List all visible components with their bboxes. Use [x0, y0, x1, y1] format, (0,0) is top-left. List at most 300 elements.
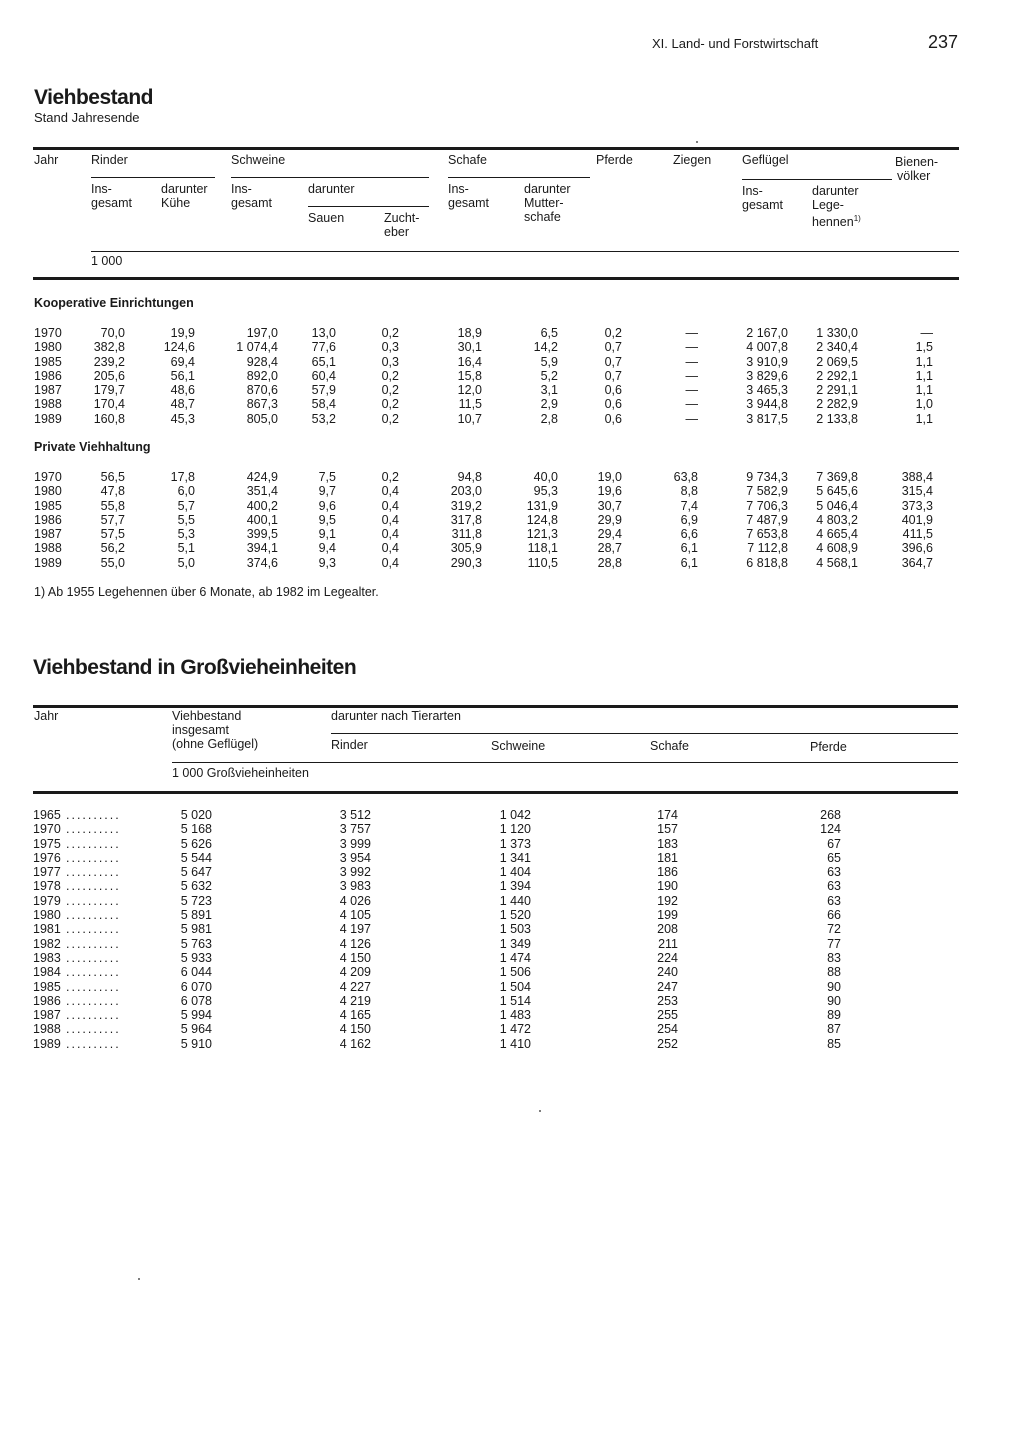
col-gefluegel: Geflügel — [742, 153, 789, 167]
col-bienen-1: Bienen- — [895, 155, 939, 169]
cell-legehennen: 2 292,1 — [816, 368, 858, 383]
cell-legehennen: 1 330,0 — [816, 326, 858, 340]
cell-schafe: 12,0 — [457, 383, 482, 398]
cell-rinder: 57,7 — [100, 512, 125, 527]
cell-pferde: 268 — [820, 808, 841, 822]
col-zuchteber-2: eber — [384, 225, 410, 239]
cell-sauen: 9,4 — [318, 541, 336, 556]
col-schweine: Schweine — [231, 153, 286, 167]
table-row — [0, 383, 1024, 397]
cell-kuehe: 48,7 — [170, 397, 195, 412]
cell-pferde: 0,6 — [604, 411, 622, 426]
cell-zuchteber: 0,3 — [381, 354, 399, 369]
cell-jahr: 1989 — [34, 555, 62, 570]
cell-schweine: 1 404 — [499, 865, 531, 880]
cell-insgesamt: 5 910 — [180, 1036, 212, 1051]
cell-schafe: 247 — [657, 979, 678, 994]
cell-insgesamt: 5 964 — [180, 1022, 212, 1037]
cell-schafe: 211 — [658, 936, 678, 951]
table-row — [0, 865, 1024, 879]
gve-col-schafe: Schafe — [650, 739, 689, 753]
section-label-kooperative: Kooperative Einrichtungen — [34, 296, 194, 310]
cell-legehennen: 4 608,9 — [816, 541, 858, 556]
cell-ziegen: — — [685, 368, 698, 383]
cell-insgesamt: 5 933 — [180, 950, 212, 965]
table-row — [0, 484, 1024, 498]
cell-pferde: 0,6 — [604, 397, 622, 412]
table-row — [0, 397, 1024, 411]
cell-mutterschafe: 121,3 — [526, 527, 558, 542]
cell-sauen: 53,2 — [311, 411, 336, 426]
cell-bienen: 411,5 — [902, 527, 933, 542]
cell-pferde: 63 — [827, 879, 841, 894]
cell-schafe: 183 — [657, 836, 678, 851]
col-ziegen: Ziegen — [673, 153, 712, 167]
cell-kuehe: 17,8 — [170, 470, 195, 484]
cell-sauen: 13,0 — [311, 326, 336, 340]
cell-pferde: 0,7 — [604, 340, 622, 355]
cell-jahr: 1987 — [34, 383, 62, 398]
table-row — [0, 851, 1024, 865]
gve-col-jahr: Jahr — [34, 709, 59, 723]
cell-zuchteber: 0,2 — [381, 397, 399, 412]
cell-gefluegel: 7 112,8 — [747, 541, 788, 556]
table-row — [0, 1037, 1024, 1051]
cell-zuchteber: 0,2 — [381, 383, 399, 398]
cell-rinder: 4 150 — [339, 1022, 371, 1037]
cell-schafe: 30,1 — [457, 340, 482, 355]
cell-schafe: 16,4 — [457, 354, 482, 369]
table-row — [0, 527, 1024, 541]
cell-gefluegel: 7 487,9 — [746, 512, 788, 527]
cell-schafe: 311,8 — [451, 527, 482, 542]
cell-schafe: 199 — [657, 908, 678, 923]
table-row — [0, 499, 1024, 513]
cell-schafe: 317,8 — [450, 512, 482, 527]
cell-sauen: 9,3 — [318, 555, 336, 570]
cell-rinder: 4 105 — [339, 908, 371, 923]
cell-schweine: 1 120 — [499, 822, 531, 837]
page-number: 237 — [928, 32, 959, 52]
running-header: XI. Land- und Forstwirtschaft — [652, 36, 819, 51]
cell-rinder: 4 219 — [339, 993, 371, 1008]
cell-mutterschafe: 110,5 — [527, 555, 558, 570]
cell-rinder: 170,4 — [93, 397, 125, 412]
cell-schafe: 208 — [657, 922, 678, 937]
cell-jahr: 1983 — [33, 950, 61, 965]
cell-insgesamt: 5 994 — [180, 1008, 212, 1023]
cell-pferde: 67 — [827, 836, 841, 851]
schafe-subrule — [448, 177, 590, 178]
cell-pferde: 90 — [827, 979, 841, 994]
table1-header-bottom-rule — [33, 277, 959, 280]
cell-pferde: 85 — [827, 1036, 841, 1051]
leader-dots: .......... — [66, 893, 121, 908]
scan-speck — [696, 141, 698, 143]
cell-zuchteber: 0,2 — [381, 411, 399, 426]
cell-jahr: 1984 — [33, 965, 61, 980]
cell-schweine: 1 042 — [499, 808, 531, 822]
gve-col-schweine: Schweine — [491, 739, 546, 753]
cell-schafe: 305,9 — [450, 541, 482, 556]
cell-schafe: 11,5 — [458, 397, 482, 412]
cell-ziegen: 6,1 — [680, 541, 698, 556]
gefluegel-subrule — [742, 179, 892, 180]
col-mutterschafe-2: schafe — [524, 210, 561, 224]
cell-jahr: 1987 — [34, 527, 62, 542]
cell-legehennen: 5 046,4 — [816, 498, 858, 513]
cell-legehennen: 7 369,8 — [816, 470, 858, 484]
cell-schweine: 399,5 — [246, 527, 278, 542]
cell-jahr: 1970 — [34, 326, 62, 340]
cell-mutterschafe: 40,0 — [533, 470, 558, 484]
cell-kuehe: 19,9 — [170, 326, 195, 340]
cell-insgesamt: 6 044 — [180, 965, 212, 980]
leader-dots: .......... — [66, 993, 121, 1008]
cell-insgesamt: 5 647 — [180, 865, 212, 880]
cell-pferde: 72 — [827, 922, 841, 937]
cell-gefluegel: 9 734,3 — [746, 470, 788, 484]
cell-jahr: 1976 — [33, 850, 61, 865]
table-row — [0, 556, 1024, 570]
cell-jahr: 1977 — [33, 865, 61, 880]
leader-dots: .......... — [66, 936, 121, 951]
col-zuchteber-1: Zucht- — [384, 211, 420, 225]
leader-dots: .......... — [66, 965, 121, 980]
cell-pferde: 66 — [827, 908, 841, 923]
col-legehennen-2: hennen$^{1)}$ — [812, 214, 861, 230]
cell-schweine: 1 349 — [499, 936, 531, 951]
leader-dots: .......... — [66, 865, 121, 880]
cell-jahr: 1989 — [34, 411, 62, 426]
col-sauen: Sauen — [308, 211, 345, 225]
cell-kuehe: 45,3 — [170, 411, 195, 426]
cell-schafe: 253 — [657, 993, 678, 1008]
gve-col-darunter: darunter nach Tierarten — [331, 709, 461, 723]
cell-ziegen: — — [685, 354, 698, 369]
cell-pferde: 29,9 — [597, 512, 622, 527]
cell-jahr: 1985 — [34, 354, 62, 369]
rinder-ins-1: Ins- — [91, 182, 112, 196]
cell-schweine: 1 503 — [499, 922, 531, 937]
cell-pferde: 0,2 — [604, 326, 622, 340]
cell-jahr: 1988 — [34, 541, 62, 556]
gve-col-insgesamt-1: Viehbestand — [172, 709, 242, 723]
leader-dots: .......... — [66, 850, 121, 865]
leader-dots: .......... — [66, 1036, 121, 1051]
cell-rinder: 55,0 — [100, 555, 125, 570]
schafe-ins-1: Ins- — [448, 182, 469, 196]
gve-col-rinder: Rinder — [331, 738, 368, 752]
table1-subtitle: Stand Jahresende — [34, 110, 140, 125]
scan-speck — [138, 1278, 140, 1280]
cell-pferde: 77 — [827, 936, 841, 951]
cell-insgesamt: 5 168 — [180, 822, 212, 837]
cell-legehennen: 4 665,4 — [816, 527, 858, 542]
cell-zuchteber: 0,4 — [381, 498, 399, 513]
cell-kuehe: 5,5 — [177, 512, 195, 527]
cell-schafe: 254 — [657, 1022, 678, 1037]
table-row — [0, 922, 1024, 936]
schweine-darunter: darunter — [308, 182, 355, 196]
cell-kuehe: 124,6 — [163, 340, 195, 355]
cell-mutterschafe: 6,5 — [540, 326, 558, 340]
cell-zuchteber: 0,2 — [381, 368, 399, 383]
cell-schweine: 400,2 — [246, 498, 278, 513]
cell-legehennen: 2 133,8 — [816, 411, 858, 426]
cell-insgesamt: 5 544 — [180, 850, 212, 865]
footnote-marker: 1) — [853, 214, 861, 223]
cell-schafe: 94,8 — [457, 470, 482, 484]
cell-gefluegel: 3 829,6 — [746, 368, 788, 383]
cell-insgesamt: 6 078 — [180, 993, 212, 1008]
leader-dots: .......... — [66, 879, 121, 894]
cell-jahr: 1981 — [33, 922, 61, 937]
leader-dots: .......... — [66, 1008, 121, 1023]
cell-zuchteber: 0,4 — [381, 484, 399, 499]
cell-pferde: 63 — [827, 865, 841, 880]
cell-schweine: 1 074,4 — [236, 340, 278, 355]
cell-pferde: 29,4 — [597, 527, 622, 542]
cell-schweine: 394,1 — [246, 541, 278, 556]
cell-bienen: 401,9 — [901, 512, 933, 527]
cell-schweine: 1 520 — [499, 908, 531, 923]
cell-schweine: 1 474 — [499, 950, 531, 965]
leader-dots: .......... — [66, 1022, 121, 1037]
leader-dots: .......... — [66, 922, 121, 937]
cell-ziegen: 6,9 — [680, 512, 698, 527]
cell-gefluegel: 7 706,3 — [746, 498, 788, 513]
cell-schweine: 867,3 — [246, 397, 278, 412]
cell-schafe: 10,7 — [457, 411, 482, 426]
cell-gefluegel: 3 944,8 — [746, 397, 788, 412]
cell-pferde: 28,8 — [597, 555, 622, 570]
cell-jahr: 1987 — [33, 1008, 61, 1023]
cell-sauen: 9,7 — [318, 484, 336, 499]
cell-schweine: 400,1 — [246, 512, 278, 527]
cell-legehennen: 2 340,4 — [816, 340, 858, 355]
cell-rinder: 3 999 — [339, 836, 371, 851]
cell-zuchteber: 0,4 — [381, 512, 399, 527]
cell-kuehe: 5,3 — [177, 527, 195, 542]
cell-rinder: 3 983 — [339, 879, 371, 894]
cell-sauen: 9,6 — [318, 498, 336, 513]
cell-schafe: 203,0 — [450, 484, 482, 499]
schweine-ins-1: Ins- — [231, 182, 252, 196]
cell-insgesamt: 5 981 — [180, 922, 212, 937]
cell-gefluegel: 3 910,9 — [746, 354, 788, 369]
table-row — [0, 808, 1024, 822]
table-row — [0, 951, 1024, 965]
leader-dots: .......... — [66, 836, 121, 851]
cell-pferde: 19,0 — [597, 470, 622, 484]
gefluegel-ins-1: Ins- — [742, 184, 763, 198]
cell-kuehe: 69,4 — [170, 354, 195, 369]
table1-footnote: 1) Ab 1955 Legehennen über 6 Monate, ab 1982 im Legealter. — [34, 585, 379, 599]
col-rinder: Rinder — [91, 153, 128, 167]
cell-rinder: 205,6 — [93, 368, 125, 383]
cell-pferde: 30,7 — [597, 498, 622, 513]
cell-pferde: 124 — [820, 822, 841, 837]
table-row — [0, 513, 1024, 527]
rinder-darunter: darunter — [161, 182, 208, 196]
cell-ziegen: — — [685, 397, 698, 412]
cell-ziegen: 6,6 — [680, 527, 698, 542]
cell-bienen: 396,6 — [901, 541, 933, 556]
col-kuehe: Kühe — [161, 196, 191, 210]
table-row — [0, 822, 1024, 836]
cell-schafe: 290,3 — [450, 555, 482, 570]
cell-rinder: 160,8 — [93, 411, 125, 426]
cell-kuehe: 5,0 — [177, 555, 195, 570]
cell-schweine: 1 514 — [499, 993, 531, 1008]
cell-bienen: 1,0 — [915, 397, 933, 412]
cell-bienen: 373,3 — [901, 498, 933, 513]
cell-jahr: 1986 — [33, 993, 61, 1008]
cell-schafe: 186 — [657, 865, 678, 880]
cell-kuehe: 48,6 — [170, 383, 195, 398]
table-row — [0, 340, 1024, 354]
cell-jahr: 1970 — [34, 470, 62, 484]
cell-schafe: 157 — [657, 822, 678, 837]
cell-insgesamt: 5 723 — [180, 893, 212, 908]
table-row — [0, 837, 1024, 851]
leader-dots: .......... — [66, 979, 121, 994]
cell-zuchteber: 0,4 — [381, 541, 399, 556]
section-label-private: Private Viehhaltung — [34, 440, 151, 454]
cell-schweine: 1 483 — [499, 1008, 531, 1023]
cell-kuehe: 5,1 — [177, 541, 195, 556]
cell-gefluegel: 6 818,8 — [746, 555, 788, 570]
cell-ziegen: 8,8 — [680, 484, 698, 499]
col-jahr: Jahr — [34, 153, 59, 167]
table1-title: Viehbestand — [34, 86, 153, 109]
cell-zuchteber: 0,4 — [381, 555, 399, 570]
cell-pferde: 19,6 — [597, 484, 622, 499]
cell-rinder: 4 026 — [339, 893, 371, 908]
cell-schafe: 174 — [657, 808, 678, 822]
table-row — [0, 937, 1024, 951]
cell-rinder: 4 150 — [339, 950, 371, 965]
cell-bienen: 388,4 — [901, 470, 933, 484]
cell-rinder: 55,8 — [100, 498, 125, 513]
cell-schweine: 1 373 — [499, 836, 531, 851]
cell-insgesamt: 5 020 — [180, 808, 212, 822]
cell-ziegen: 6,1 — [680, 555, 698, 570]
table-row — [0, 1008, 1024, 1022]
cell-kuehe: 5,7 — [177, 498, 195, 513]
cell-bienen: 1,5 — [915, 340, 933, 355]
cell-bienen: 1,1 — [915, 383, 933, 398]
cell-zuchteber: 0,2 — [381, 470, 399, 484]
leader-dots: .......... — [66, 950, 121, 965]
cell-schafe: 18,9 — [457, 326, 482, 340]
cell-ziegen: 7,4 — [680, 498, 698, 513]
cell-bienen: 315,4 — [901, 484, 933, 499]
cell-schweine: 1 504 — [499, 979, 531, 994]
cell-schafe: 252 — [657, 1036, 678, 1051]
cell-jahr: 1982 — [33, 936, 61, 951]
rinder-ins-2: gesamt — [91, 196, 132, 210]
cell-zuchteber: 0,3 — [381, 340, 399, 355]
schweine-subrule — [231, 177, 429, 178]
cell-rinder: 47,8 — [100, 484, 125, 499]
schafe-ins-2: gesamt — [448, 196, 489, 210]
gefluegel-darunter: darunter — [812, 184, 859, 198]
rinder-subrule — [91, 177, 215, 178]
cell-mutterschafe: 5,2 — [540, 368, 558, 383]
cell-bienen: — — [920, 326, 933, 340]
cell-jahr: 1965 — [33, 808, 61, 822]
schweine-ins-2: gesamt — [231, 196, 272, 210]
cell-pferde: 63 — [827, 893, 841, 908]
cell-jahr: 1985 — [33, 979, 61, 994]
cell-rinder: 3 757 — [339, 822, 371, 837]
cell-pferde: 83 — [827, 950, 841, 965]
cell-mutterschafe: 14,2 — [533, 340, 558, 355]
cell-gefluegel: 7 653,8 — [746, 527, 788, 542]
col-schafe: Schafe — [448, 153, 487, 167]
cell-jahr: 1980 — [34, 484, 62, 499]
cell-schweine: 424,9 — [246, 470, 278, 484]
table-row — [0, 1022, 1024, 1036]
unit-rule — [91, 251, 959, 252]
cell-schweine: 870,6 — [246, 383, 278, 398]
table-row — [0, 908, 1024, 922]
cell-pferde: 87 — [827, 1022, 841, 1037]
cell-schafe: 240 — [657, 965, 678, 980]
cell-insgesamt: 5 763 — [180, 936, 212, 951]
cell-rinder: 3 954 — [339, 850, 371, 865]
cell-sauen: 65,1 — [311, 354, 336, 369]
cell-pferde: 0,6 — [604, 383, 622, 398]
cell-pferde: 90 — [827, 993, 841, 1008]
cell-schweine: 1 341 — [499, 850, 531, 865]
table-row — [0, 994, 1024, 1008]
cell-sauen: 60,4 — [311, 368, 336, 383]
cell-schweine: 1 410 — [499, 1036, 531, 1051]
cell-legehennen: 4 568,1 — [816, 555, 858, 570]
cell-schafe: 15,8 — [457, 368, 482, 383]
gve-unit-label: 1 000 Großvieheinheiten — [172, 766, 309, 780]
cell-mutterschafe: 95,3 — [533, 484, 558, 499]
table2-body — [0, 808, 1024, 1051]
cell-sauen: 9,1 — [318, 527, 336, 542]
cell-schweine: 374,6 — [246, 555, 278, 570]
cell-rinder: 239,2 — [93, 354, 125, 369]
cell-jahr: 1988 — [33, 1022, 61, 1037]
cell-kuehe: 56,1 — [170, 368, 195, 383]
cell-rinder: 3 512 — [339, 808, 371, 822]
table-row — [0, 541, 1024, 555]
cell-mutterschafe: 118,1 — [527, 541, 558, 556]
cell-mutterschafe: 3,1 — [540, 383, 558, 398]
cell-insgesamt: 6 070 — [180, 979, 212, 994]
cell-sauen: 9,5 — [318, 512, 336, 527]
cell-schafe: 181 — [657, 850, 678, 865]
cell-pferde: 28,7 — [597, 541, 622, 556]
cell-schweine: 1 394 — [499, 879, 531, 894]
cell-schweine: 1 506 — [499, 965, 531, 980]
cell-insgesamt: 5 626 — [180, 836, 212, 851]
table2-top-rule — [33, 705, 958, 708]
table2-header-bottom-rule — [33, 791, 958, 794]
cell-ziegen: 63,8 — [673, 470, 698, 484]
cell-jahr: 1986 — [34, 368, 62, 383]
cell-rinder: 382,8 — [93, 340, 125, 355]
cell-rinder: 4 197 — [339, 922, 371, 937]
table-row — [0, 965, 1024, 979]
